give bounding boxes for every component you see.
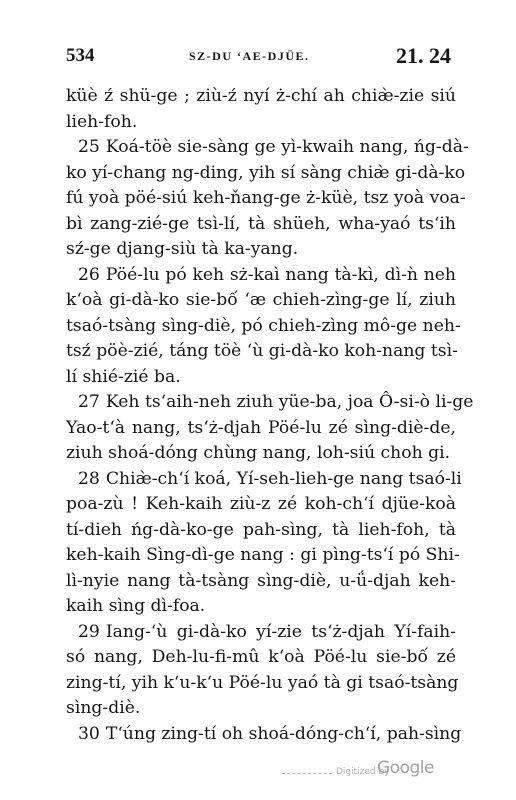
text-line bbox=[66, 263, 456, 289]
footer bbox=[0, 752, 516, 792]
line-text: lì-nyie nang tà-tsàng sìng-diè, u-ǘ-djah keh- bbox=[66, 570, 456, 591]
google-watermark: Google bbox=[377, 758, 434, 778]
text-line bbox=[66, 441, 456, 467]
body-text bbox=[66, 84, 474, 747]
text-line bbox=[66, 569, 456, 595]
verse-number: 28 bbox=[78, 468, 100, 489]
verse-paragraph bbox=[66, 135, 469, 263]
verse-paragraph bbox=[66, 263, 461, 391]
footer-rule bbox=[282, 773, 332, 774]
line-text: Keh ts‘aih-neh ziuh yüe-ba, joa Ô-si-ò li-ge bbox=[105, 392, 474, 412]
text-line bbox=[66, 696, 456, 722]
line-text: ko yí-chang ng-ding, yih sí sàng chiæ̀ gi-dà-ko bbox=[66, 162, 466, 183]
verse-number: 26 bbox=[78, 264, 100, 285]
line-text: fú yoà pöé-siú keh-ňang-ge ż-küè, tsz yoà voa- bbox=[66, 188, 466, 208]
text-line bbox=[66, 620, 456, 646]
text-line bbox=[66, 365, 456, 391]
text-line bbox=[66, 518, 456, 544]
line-text: ziuh shoá-dóng chùng nang, loh-siú choh gi. bbox=[66, 443, 451, 463]
line-text: Iang-‘ù gi-dà-ko yí-zie ts‘ż-djah Yí-faih- bbox=[105, 621, 456, 642]
digitized-label: Digitized by bbox=[336, 767, 390, 777]
verse-paragraph bbox=[66, 620, 459, 722]
line-text: kaih sìng dì-foa. bbox=[66, 596, 206, 616]
line-text: küè ź shü-ge ; ziù-ź nyí ż-chí ah chiæ̀-zie siú bbox=[66, 86, 456, 106]
line-text: tí-dieh ńg-dà-ko-ge pah-sìng, tà lieh-foh, tà bbox=[66, 519, 456, 540]
running-title: SZ-DU ‘AE-DJÜE. bbox=[189, 49, 310, 63]
text-line bbox=[66, 186, 466, 212]
text-line bbox=[66, 645, 456, 671]
running-head bbox=[66, 43, 451, 69]
text-line bbox=[66, 161, 466, 187]
line-text: Yao-t‘à nang, ts‘ż-djah Pöé-lu zé sìng-diè-de, bbox=[66, 417, 456, 438]
line-text: poa-zù ! Keh-kaih ziù-z zé koh-ch‘í djüe-koà bbox=[66, 494, 456, 514]
line-text: T‘úng zing-tí oh shoá-dóng-ch‘í, pah-sìng bbox=[105, 723, 462, 744]
text-line bbox=[66, 390, 474, 416]
line-text: bì zang-zié-ge tsì-lí, tà shüeh, wha-yaó ts‘ih bbox=[66, 213, 456, 234]
text-line bbox=[66, 543, 460, 569]
text-line bbox=[66, 416, 456, 442]
text-line bbox=[66, 492, 456, 518]
text-line bbox=[66, 288, 456, 314]
text-line bbox=[66, 212, 456, 238]
text-line bbox=[66, 339, 456, 365]
text-line bbox=[66, 237, 456, 263]
line-text: tsź pöè-zié, táng töè ‘ù gi-dà-ko koh-nang tsì- bbox=[66, 341, 458, 361]
line-text: k‘oà gi-dà-ko sie-bố ‘æ chieh-zìng-ge lí, ziuh bbox=[66, 290, 456, 310]
verse-number: 27 bbox=[78, 392, 100, 412]
line-text: sź-ge djang-siù tà ka-yang. bbox=[66, 239, 299, 259]
verse-number: 25 bbox=[78, 137, 100, 157]
line-text: Chiæ̀-ch‘í koá, Yí-seh-lieh-ge nang tsaó-li bbox=[105, 468, 462, 489]
continuation-paragraph bbox=[66, 84, 456, 135]
line-text: Pöé-lu pó keh sż-kaì nang tà-kì, dì-ǹ neh bbox=[105, 264, 456, 285]
verse-paragraph bbox=[66, 467, 462, 620]
text-line bbox=[66, 110, 456, 136]
text-line bbox=[66, 722, 462, 748]
line-text: lieh-foh. bbox=[66, 111, 138, 132]
verse-paragraph bbox=[66, 722, 462, 748]
text-line bbox=[66, 467, 462, 493]
line-text: lí shié-zié ba. bbox=[66, 366, 181, 387]
text-line bbox=[66, 135, 469, 161]
text-line bbox=[66, 594, 456, 620]
verse-number: 30 bbox=[78, 723, 100, 744]
line-text: sìng-diè. bbox=[66, 698, 141, 718]
line-text: só nang, Deh-lu-fi-mû k‘oà Pöé-lu sie-bố zé bbox=[66, 647, 456, 667]
line-text: zing-tí, yih k‘u-k‘u Pöé-lu yaó tà gi tsaó-tsàng bbox=[66, 672, 459, 693]
line-text: Koá-töè sie-sàng ge yì-kwaih nang, ńg-dà- bbox=[105, 137, 469, 157]
text-line bbox=[66, 314, 461, 340]
line-text: tsaó-tsàng sìng-diè, pó chieh-zìng mô-ge neh- bbox=[66, 315, 461, 336]
text-line bbox=[66, 84, 456, 110]
verse-paragraph bbox=[66, 390, 474, 467]
verse-number: 29 bbox=[78, 621, 100, 642]
chapter-verse-ref: 21. 24 bbox=[396, 43, 451, 68]
page-number: 534 bbox=[66, 45, 95, 66]
text-line bbox=[66, 671, 459, 697]
line-text: keh-kaih Sìng-dì-ge nang : gi pìng-ts‘í pó Shi- bbox=[66, 545, 460, 565]
